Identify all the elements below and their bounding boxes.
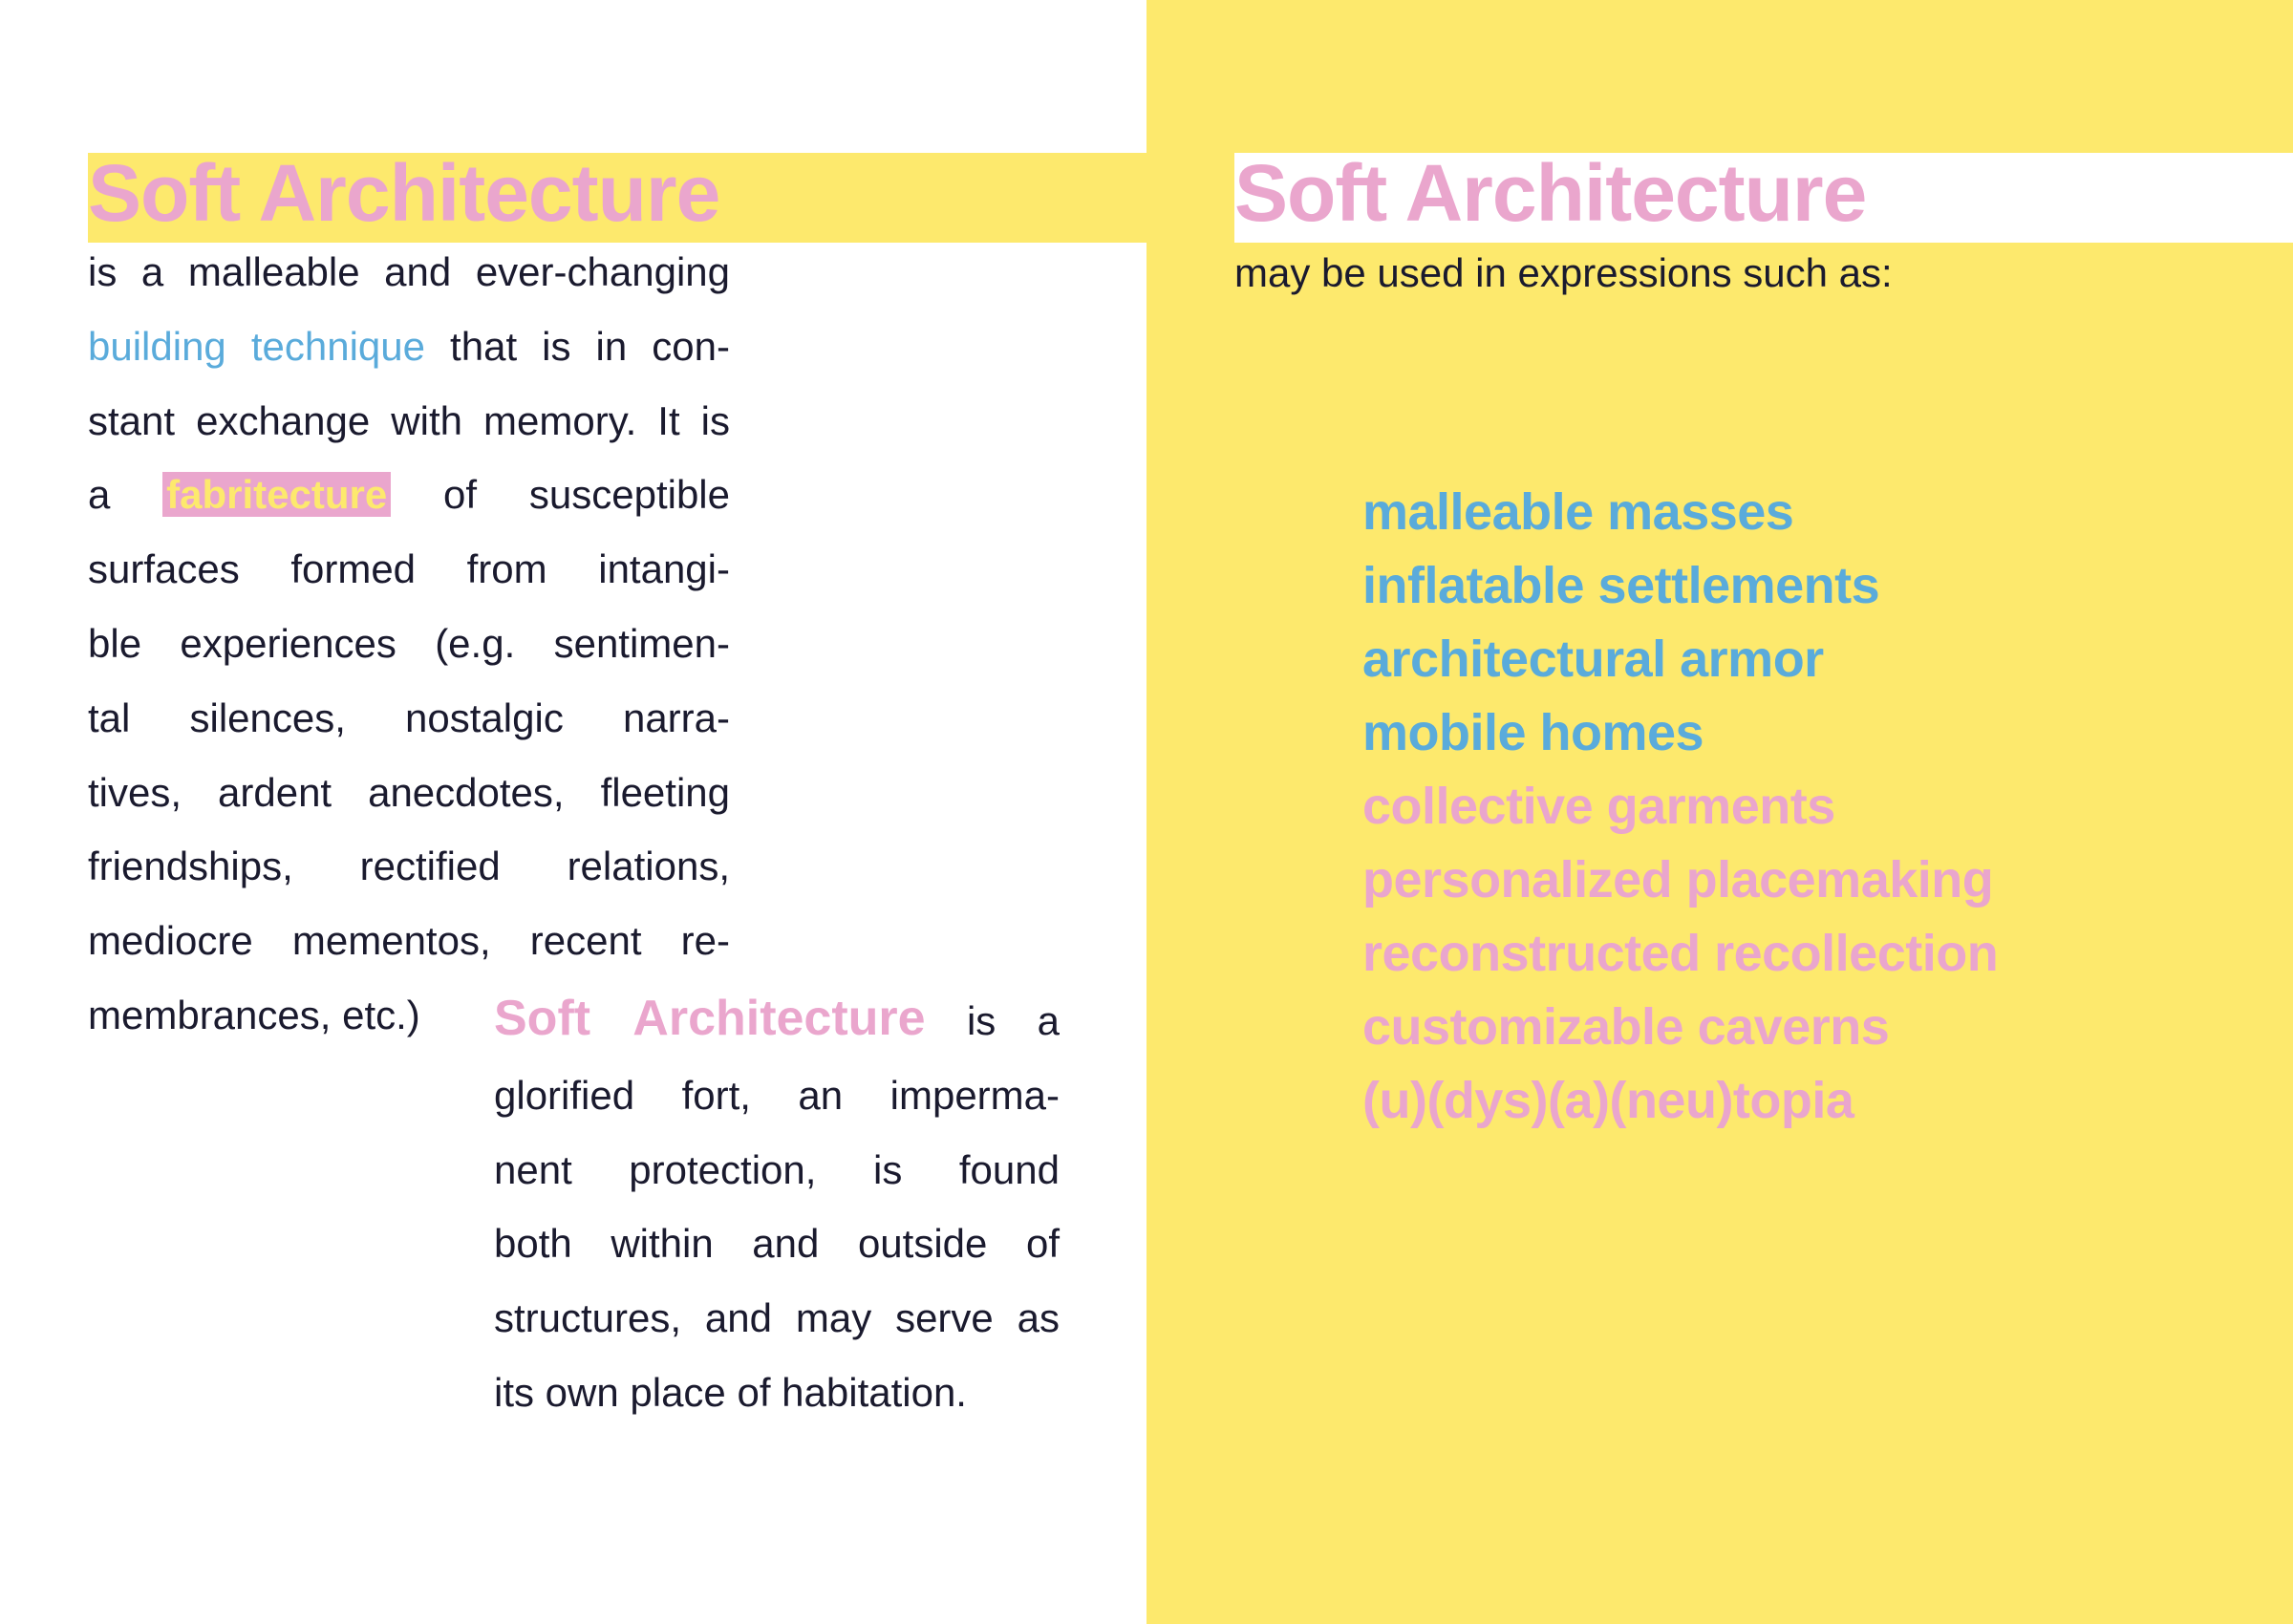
right-intro: may be used in expressions such as: bbox=[1234, 250, 1893, 295]
expression-item: (u)(dys)(a)(neu)topia bbox=[1362, 1072, 1854, 1129]
expression-item: collective garments bbox=[1362, 778, 1835, 835]
right-title: Soft Architecture bbox=[1234, 148, 1867, 238]
text-line: ble experiences (e.g. sentimen- bbox=[88, 620, 730, 666]
text-line: is a malleable and ever-changing bbox=[88, 249, 730, 294]
left-column-1 bbox=[88, 235, 730, 1053]
text-line: tal silences, nostalgic narra- bbox=[88, 694, 730, 740]
left-column-2 bbox=[494, 982, 1060, 1430]
text-line: a fabritecture of susceptible bbox=[88, 472, 730, 518]
text-line: glorified fort, an imperma- bbox=[494, 1072, 1060, 1118]
expression-item: mobile homes bbox=[1362, 704, 1704, 761]
text-line: friendships, rectified relations, bbox=[88, 844, 730, 889]
text-line: structures, and may serve as bbox=[494, 1295, 1060, 1341]
text-line: its own place of habitation. bbox=[494, 1369, 967, 1415]
expression-item: reconstructed recollection bbox=[1362, 925, 1999, 982]
expression-item: architectural armor bbox=[1362, 630, 1824, 688]
text-line: surfaces formed from intangi- bbox=[88, 546, 730, 592]
text-line: membrances, etc.) bbox=[88, 992, 420, 1037]
fabritecture-highlight: fabritecture bbox=[162, 472, 391, 517]
building-technique-term: building technique bbox=[88, 323, 425, 369]
text-line: building technique that is in con- bbox=[88, 323, 730, 369]
left-page bbox=[0, 0, 1146, 1624]
inline-title: Soft Architecture bbox=[494, 991, 926, 1046]
expression-item: personalized placemaking bbox=[1362, 851, 1994, 908]
text-line: stant exchange with memory. It is bbox=[88, 397, 730, 443]
expression-item: malleable masses bbox=[1362, 483, 1794, 541]
expression-item: inflatable settlements bbox=[1362, 557, 1880, 614]
text-line: mediocre mementos, recent re- bbox=[88, 918, 730, 964]
expressions-list bbox=[1362, 476, 1998, 1138]
expression-item: customizable caverns bbox=[1362, 998, 1890, 1056]
text-line: Soft Architecture is a bbox=[494, 991, 1060, 1046]
text-line: nent protection, is found bbox=[494, 1146, 1060, 1192]
text-line: tives, ardent anecdotes, fleeting bbox=[88, 769, 730, 815]
text-line: both within and outside of bbox=[494, 1221, 1060, 1267]
left-title: Soft Architecture bbox=[88, 148, 720, 238]
